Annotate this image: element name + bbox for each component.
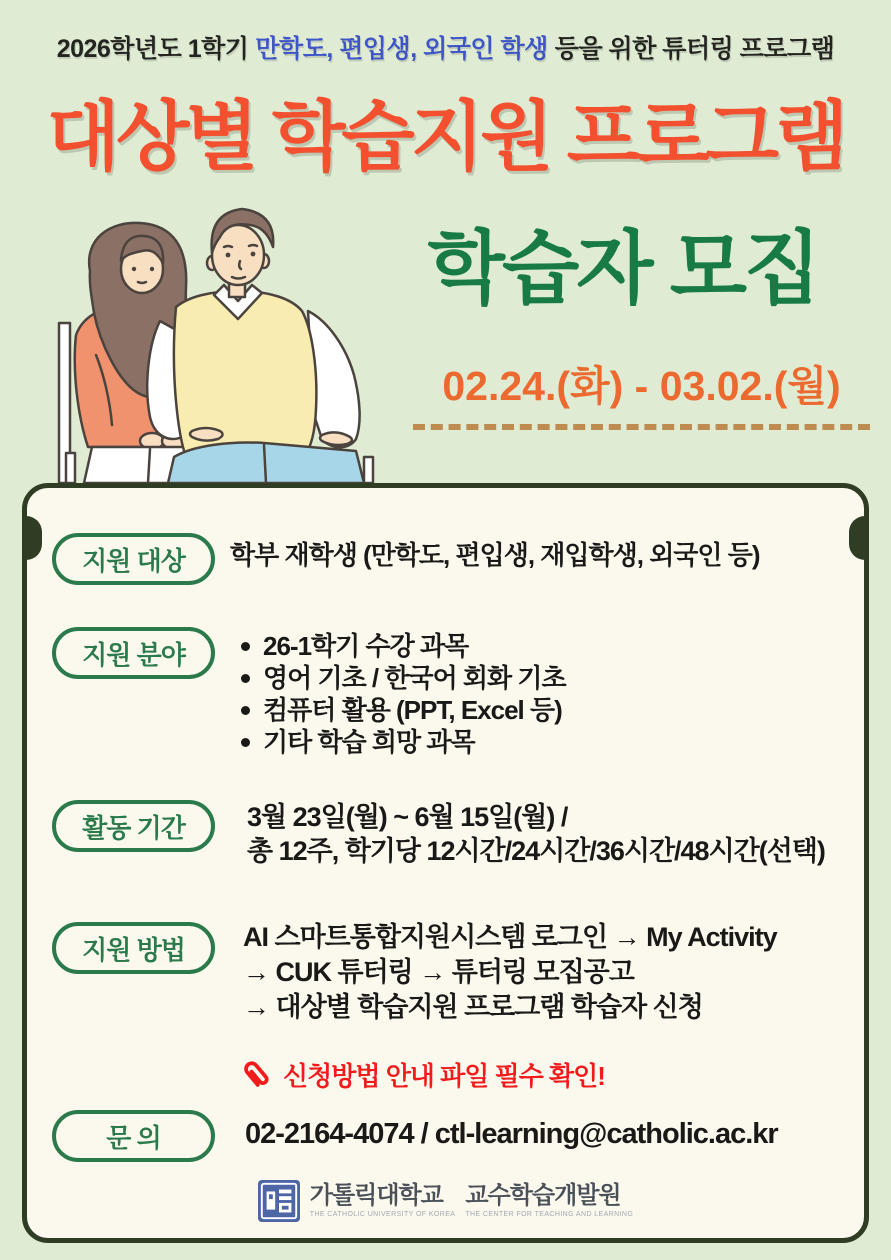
banner-suffix: 등을 위한 튜터링 프로그램 <box>554 35 835 63</box>
info-card <box>22 483 869 1243</box>
paperclip-icon <box>239 1057 273 1091</box>
banner-highlight: 만학도, 편입생, 외국인 학생 <box>255 35 548 63</box>
notice-row <box>239 1054 605 1094</box>
banner-prefix: 2026학년도 1학기 <box>56 35 249 63</box>
university-name: 가톨릭대학교 <box>309 1182 443 1209</box>
card-right-notch <box>849 516 865 560</box>
dashed-divider <box>413 424 870 430</box>
duration-line: 3월 23일(월) ~ 6월 15일(월) / <box>247 802 568 832</box>
recruit-headline: 학습자 모집 <box>427 224 819 313</box>
bullet-item: 컴퓨터 활용 (PPT, Excel 등) <box>237 694 566 726</box>
university-subtitle: THE CATHOLIC UNIVERSITY OF KOREA <box>309 1211 456 1218</box>
center-subtitle: THE CENTER FOR TEACHING AND LEARNING <box>465 1211 634 1218</box>
section-label-duration: 활동 기간 <box>52 800 215 852</box>
section-label-target: 지원 대상 <box>52 533 215 585</box>
section-label-method: 지원 방법 <box>52 922 215 974</box>
center-name-block <box>465 1184 633 1218</box>
footer-logo <box>27 1180 864 1222</box>
application-period: 02.24.(화) - 03.02.(월) <box>442 363 841 409</box>
university-emblem-icon <box>258 1180 300 1222</box>
card-left-notch <box>26 516 42 560</box>
section-label-contact: 문 의 <box>52 1110 215 1162</box>
bullet-item: 기타 학습 희망 과목 <box>237 726 566 758</box>
students-illustration-svg <box>26 205 398 483</box>
method-line: → 대상별 학습지원 프로그램 학습자 신청 <box>243 992 703 1022</box>
duration-line: 총 12주, 학기당 12시간/24시간/36시간/48시간(선택) <box>247 836 825 866</box>
university-name-block <box>310 1184 456 1218</box>
bullet-item: 26-1학기 수강 과목 <box>237 630 566 662</box>
students-illustration <box>26 205 398 483</box>
duration-text <box>247 800 825 868</box>
center-name: 교수학습개발원 <box>465 1182 621 1209</box>
notice-text: 신청방법 안내 파일 필수 확인! <box>283 1060 605 1091</box>
method-line: → CUK 튜터링 → 튜터링 모집공고 <box>243 957 634 987</box>
method-text <box>243 920 777 1025</box>
bullet-item: 영어 기초 / 한국어 회화 기초 <box>237 662 566 694</box>
contact-value: 02-2164-4074 / ctl-learning@catholic.ac.kr <box>245 1118 778 1150</box>
section-label-fields: 지원 분야 <box>52 627 215 679</box>
page-title: 대상별 학습지원 프로그램 <box>46 95 845 180</box>
target-text: 학부 재학생 (만학도, 편입생, 재입학생, 외국인 등) <box>230 540 760 570</box>
fields-bullet-list <box>237 630 566 758</box>
top-banner <box>0 34 891 64</box>
method-line: AI 스마트통합지원시스템 로그인 → My Activity <box>243 922 777 952</box>
